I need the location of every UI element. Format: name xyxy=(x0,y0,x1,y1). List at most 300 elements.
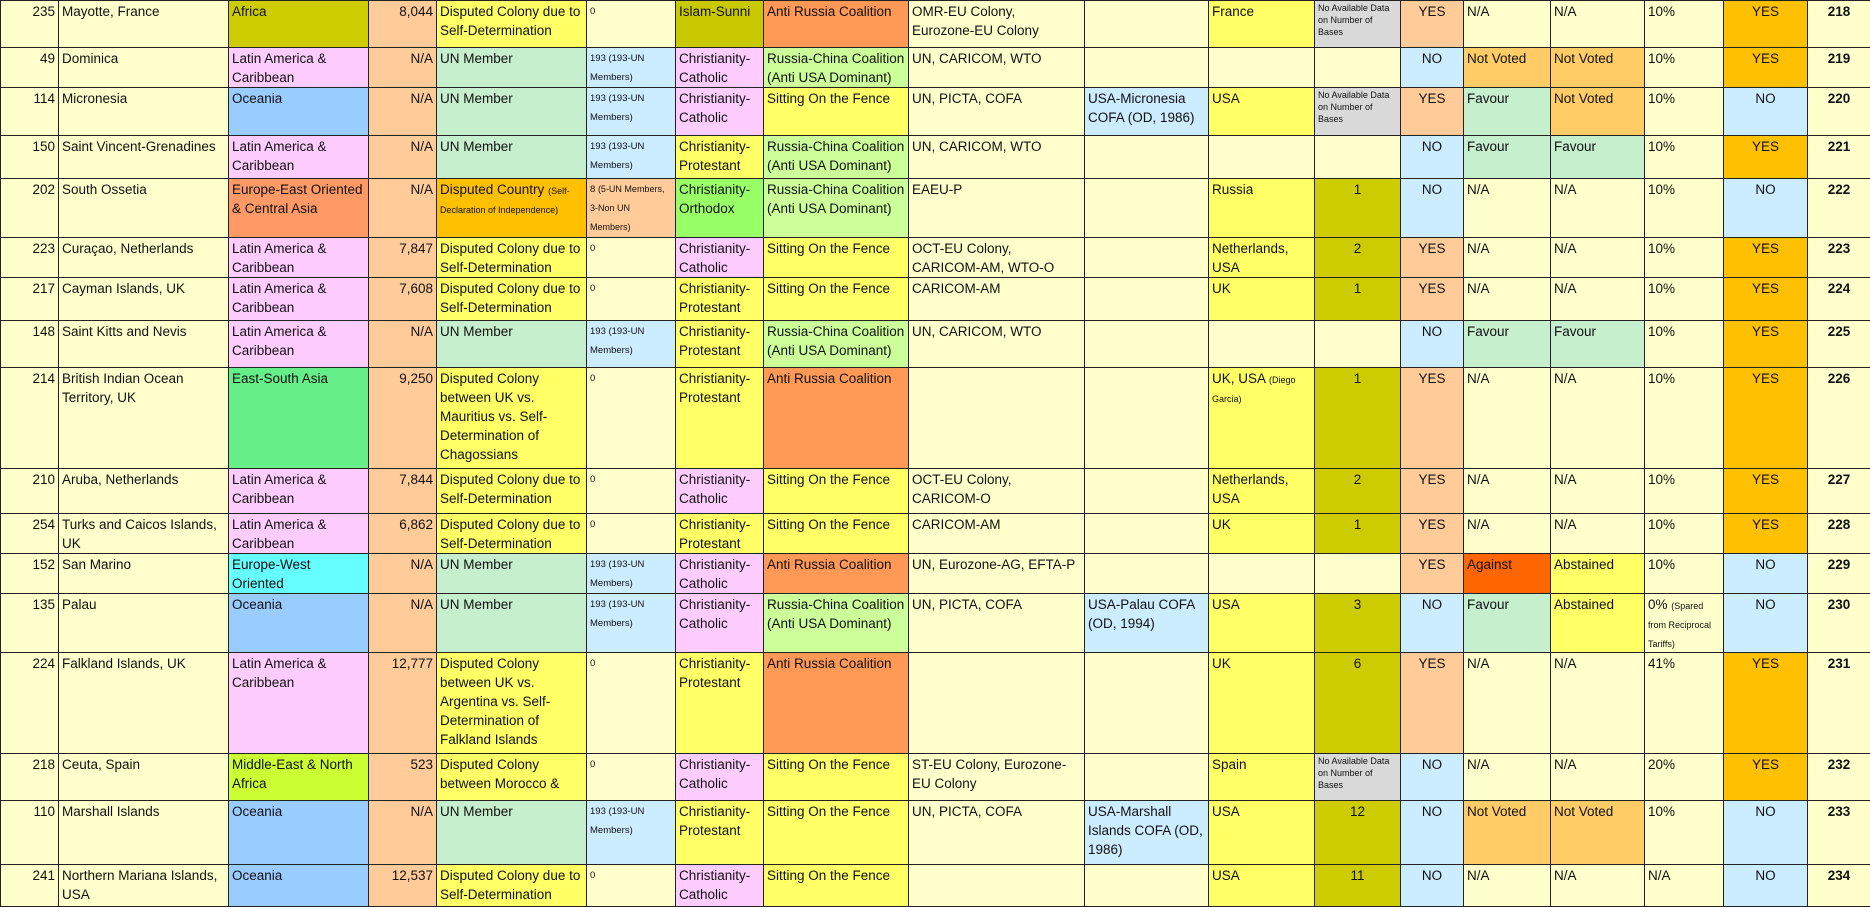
final-status-cell: YES xyxy=(1724,653,1808,754)
row-id-cell: 218 xyxy=(1,754,59,801)
row-id-cell: 150 xyxy=(1,136,59,179)
tariff-cell xyxy=(1645,368,1724,469)
region-cell: Latin America & Caribbean xyxy=(229,469,369,514)
rank-cell: 223 xyxy=(1808,238,1870,278)
coalition-cell: Sitting On the Fence xyxy=(764,278,909,321)
yes-no-cell: YES xyxy=(1401,469,1464,514)
host-country-cell xyxy=(1209,754,1315,801)
tariff-cell xyxy=(1645,754,1724,801)
religion-cell: Christianity-Protestant xyxy=(676,368,764,469)
population-cell: N/A xyxy=(369,48,437,88)
coalition-cell: Sitting On the Fence xyxy=(764,754,909,801)
tariff-text: 41% xyxy=(1648,656,1675,671)
tariff-text: 10% xyxy=(1648,371,1675,386)
status-cell xyxy=(437,865,587,907)
rank-cell: 224 xyxy=(1808,278,1870,321)
vote-2-cell: N/A xyxy=(1551,865,1645,907)
host-country-cell xyxy=(1209,1,1315,48)
usa-agreement-cell xyxy=(1085,48,1209,88)
recognition-count-text: 193 (193-UN Members) xyxy=(590,559,644,589)
religion-cell: Christianity-Catholic xyxy=(676,594,764,653)
usa-agreement-cell xyxy=(1085,754,1209,801)
organizations-cell: OMR-EU Colony, Eurozone-EU Colony xyxy=(909,1,1085,48)
population-cell: 7,608 xyxy=(369,278,437,321)
coalition-cell: Russia-China Coalition (Anti USA Dominant) xyxy=(764,136,909,179)
recognition-count-text: 193 (193-UN Members) xyxy=(590,93,644,123)
vote-2-cell: N/A xyxy=(1551,368,1645,469)
host-country-text: USA xyxy=(1212,91,1240,106)
tariff-text: 10% xyxy=(1648,91,1675,106)
vote-2-cell: N/A xyxy=(1551,278,1645,321)
vote-1-cell: N/A xyxy=(1464,514,1551,554)
yes-no-cell: NO xyxy=(1401,48,1464,88)
table-row xyxy=(1,136,1870,179)
usa-agreement-cell: USA-Marshall Islands COFA (OD, 1986) xyxy=(1085,801,1209,865)
population-cell: 12,537 xyxy=(369,865,437,907)
vote-1-cell: N/A xyxy=(1464,278,1551,321)
vote-1-cell: N/A xyxy=(1464,653,1551,754)
usa-agreement-cell xyxy=(1085,653,1209,754)
yes-no-cell: YES xyxy=(1401,368,1464,469)
cell-note: (5-UN Members, 3-Non UN Members) xyxy=(590,184,664,232)
vote-2-cell: Favour xyxy=(1551,136,1645,179)
recognition-count-cell xyxy=(587,136,676,179)
table-row xyxy=(1,1,1870,48)
row-id-cell: 49 xyxy=(1,48,59,88)
final-status-cell: YES xyxy=(1724,321,1808,368)
recognition-count-cell xyxy=(587,48,676,88)
status-cell xyxy=(437,594,587,653)
country-name-cell: South Ossetia xyxy=(59,179,229,238)
final-status-cell: YES xyxy=(1724,469,1808,514)
rank-cell: 220 xyxy=(1808,88,1870,136)
coalition-cell: Russia-China Coalition (Anti USA Dominant) xyxy=(764,321,909,368)
recognition-count-cell xyxy=(587,179,676,238)
status-cell xyxy=(437,179,587,238)
usa-agreement-cell xyxy=(1085,1,1209,48)
yes-no-cell: NO xyxy=(1401,594,1464,653)
country-name-cell: Micronesia xyxy=(59,88,229,136)
region-cell: Latin America & Caribbean xyxy=(229,136,369,179)
vote-1-cell: N/A xyxy=(1464,238,1551,278)
recognition-count-cell xyxy=(587,1,676,48)
host-country-cell xyxy=(1209,278,1315,321)
region-cell: East-South Asia xyxy=(229,368,369,469)
final-status-cell: NO xyxy=(1724,179,1808,238)
usa-agreement-cell xyxy=(1085,469,1209,514)
region-cell: Middle-East & North Africa xyxy=(229,754,369,801)
table-row xyxy=(1,801,1870,865)
recognition-count-cell xyxy=(587,88,676,136)
host-country-cell xyxy=(1209,801,1315,865)
host-country-cell xyxy=(1209,368,1315,469)
recognition-count-cell xyxy=(587,514,676,554)
usa-agreement-cell xyxy=(1085,238,1209,278)
host-country-cell xyxy=(1209,179,1315,238)
host-country-text: France xyxy=(1212,4,1254,19)
yes-no-cell: NO xyxy=(1401,179,1464,238)
vote-2-cell: Abstained xyxy=(1551,594,1645,653)
recognition-count-text: 0 xyxy=(590,283,595,294)
cell-note: (Diego Garcia) xyxy=(1212,375,1296,404)
row-id-cell: 202 xyxy=(1,179,59,238)
host-country-text: USA xyxy=(1212,804,1240,819)
recognition-count-cell xyxy=(587,278,676,321)
bases-cell xyxy=(1315,136,1401,179)
recognition-count-text: 193 (193-UN Members) xyxy=(590,141,644,171)
recognition-count-cell xyxy=(587,554,676,594)
rank-cell: 234 xyxy=(1808,865,1870,907)
population-cell: 7,847 xyxy=(369,238,437,278)
tariff-cell xyxy=(1645,321,1724,368)
recognition-count-text: 0 xyxy=(590,243,595,254)
final-status-cell: YES xyxy=(1724,238,1808,278)
region-cell: Latin America & Caribbean xyxy=(229,238,369,278)
status-cell xyxy=(437,278,587,321)
region-cell: Europe-East Oriented & Central Asia xyxy=(229,179,369,238)
country-name-cell: Falkland Islands, UK xyxy=(59,653,229,754)
religion-cell: Islam-Sunni xyxy=(676,1,764,48)
recognition-count-cell xyxy=(587,865,676,907)
organizations-cell: UN, CARICOM, WTO xyxy=(909,48,1085,88)
bases-cell: 12 xyxy=(1315,801,1401,865)
population-cell: N/A xyxy=(369,594,437,653)
bases-cell: 1 xyxy=(1315,179,1401,238)
yes-no-cell: NO xyxy=(1401,754,1464,801)
vote-1-cell: N/A xyxy=(1464,1,1551,48)
table-row xyxy=(1,278,1870,321)
rank-cell: 230 xyxy=(1808,594,1870,653)
coalition-cell: Russia-China Coalition (Anti USA Dominant) xyxy=(764,594,909,653)
region-cell: Latin America & Caribbean xyxy=(229,514,369,554)
tariff-cell xyxy=(1645,238,1724,278)
recognition-count-text: 0 xyxy=(590,474,595,485)
yes-no-cell: NO xyxy=(1401,321,1464,368)
country-name-cell: Marshall Islands xyxy=(59,801,229,865)
tariff-text: 10% xyxy=(1648,517,1675,532)
host-country-text: Russia xyxy=(1212,182,1253,197)
tariff-text: 10% xyxy=(1648,51,1675,66)
row-id-cell: 152 xyxy=(1,554,59,594)
recognition-count-text: 0 xyxy=(590,870,595,881)
final-status-cell: YES xyxy=(1724,754,1808,801)
country-name-cell: Saint Vincent-Grenadines xyxy=(59,136,229,179)
population-cell: 12,777 xyxy=(369,653,437,754)
status-cell xyxy=(437,368,587,469)
vote-1-cell: N/A xyxy=(1464,368,1551,469)
region-cell: Oceania xyxy=(229,594,369,653)
vote-1-cell: Not Voted xyxy=(1464,801,1551,865)
bases-cell: 3 xyxy=(1315,594,1401,653)
population-cell: N/A xyxy=(369,88,437,136)
organizations-cell: UN, CARICOM, WTO xyxy=(909,321,1085,368)
yes-no-cell: YES xyxy=(1401,278,1464,321)
status-cell xyxy=(437,88,587,136)
status-text: Disputed Colony between UK vs. Argentina vs. Self-Determination of Falkland Islands xyxy=(440,656,550,747)
bases-cell: 6 xyxy=(1315,653,1401,754)
vote-2-cell: Not Voted xyxy=(1551,88,1645,136)
table-row xyxy=(1,754,1870,801)
row-id-cell: 135 xyxy=(1,594,59,653)
coalition-cell: Sitting On the Fence xyxy=(764,238,909,278)
host-country-text: Spain xyxy=(1212,757,1247,772)
tariff-text: 0% xyxy=(1648,597,1668,612)
row-id-cell: 210 xyxy=(1,469,59,514)
bases-cell: 1 xyxy=(1315,278,1401,321)
religion-cell: Christianity-Catholic xyxy=(676,238,764,278)
vote-1-cell: N/A xyxy=(1464,754,1551,801)
tariff-text: 10% xyxy=(1648,557,1675,572)
status-text: UN Member xyxy=(440,91,513,106)
final-status-cell: YES xyxy=(1724,278,1808,321)
organizations-cell xyxy=(909,865,1085,907)
table-row xyxy=(1,865,1870,907)
tariff-text: 10% xyxy=(1648,281,1675,296)
table-row xyxy=(1,88,1870,136)
recognition-count-cell xyxy=(587,321,676,368)
religion-cell: Christianity-Protestant xyxy=(676,321,764,368)
population-cell: 8,044 xyxy=(369,1,437,48)
yes-no-cell: YES xyxy=(1401,514,1464,554)
yes-no-cell: NO xyxy=(1401,801,1464,865)
country-name-cell: Turks and Caicos Islands, UK xyxy=(59,514,229,554)
host-country-text: USA xyxy=(1212,868,1240,883)
vote-2-cell: Abstained xyxy=(1551,554,1645,594)
religion-cell: Christianity-Protestant xyxy=(676,653,764,754)
final-status-cell: NO xyxy=(1724,88,1808,136)
status-text: Disputed Colony between UK vs. Mauritius vs. Self-Determination of Chagossians xyxy=(440,371,547,462)
status-cell xyxy=(437,801,587,865)
vote-2-cell: N/A xyxy=(1551,238,1645,278)
status-cell xyxy=(437,469,587,514)
bases-cell: No Available Data on Number of Bases xyxy=(1315,88,1401,136)
vote-1-cell: Favour xyxy=(1464,88,1551,136)
recognition-count-text: 193 (193-UN Members) xyxy=(590,53,644,83)
religion-cell: Christianity-Catholic xyxy=(676,88,764,136)
host-country-cell xyxy=(1209,238,1315,278)
country-name-cell: Cayman Islands, UK xyxy=(59,278,229,321)
population-cell: 523 xyxy=(369,754,437,801)
table-row xyxy=(1,368,1870,469)
yes-no-cell: YES xyxy=(1401,653,1464,754)
bases-cell xyxy=(1315,554,1401,594)
bases-cell xyxy=(1315,48,1401,88)
yes-no-cell: YES xyxy=(1401,238,1464,278)
final-status-cell: YES xyxy=(1724,48,1808,88)
status-cell xyxy=(437,653,587,754)
tariff-text: 10% xyxy=(1648,139,1675,154)
population-cell: N/A xyxy=(369,179,437,238)
status-text: UN Member xyxy=(440,51,513,66)
religion-cell: Christianity-Protestant xyxy=(676,136,764,179)
status-text: Disputed Colony due to Self-Determination xyxy=(440,281,580,315)
coalition-cell: Sitting On the Fence xyxy=(764,801,909,865)
country-name-cell: Palau xyxy=(59,594,229,653)
host-country-cell xyxy=(1209,554,1315,594)
usa-agreement-cell xyxy=(1085,179,1209,238)
table-row xyxy=(1,594,1870,653)
status-text: Disputed Colony due to Self-Determination xyxy=(440,517,580,551)
tariff-cell xyxy=(1645,653,1724,754)
religion-cell: Christianity-Catholic xyxy=(676,754,764,801)
vote-2-cell: Favour xyxy=(1551,321,1645,368)
final-status-cell: YES xyxy=(1724,136,1808,179)
host-country-cell xyxy=(1209,321,1315,368)
region-cell: Oceania xyxy=(229,88,369,136)
row-id-cell: 214 xyxy=(1,368,59,469)
row-id-cell: 224 xyxy=(1,653,59,754)
coalition-cell: Anti Russia Coalition xyxy=(764,554,909,594)
usa-agreement-cell xyxy=(1085,368,1209,469)
status-text: UN Member xyxy=(440,139,513,154)
table-row xyxy=(1,238,1870,278)
host-country-cell xyxy=(1209,48,1315,88)
region-cell: Latin America & Caribbean xyxy=(229,278,369,321)
bases-cell xyxy=(1315,321,1401,368)
country-name-cell: Curaçao, Netherlands xyxy=(59,238,229,278)
coalition-cell: Russia-China Coalition (Anti USA Dominant) xyxy=(764,48,909,88)
status-cell xyxy=(437,1,587,48)
country-name-cell: San Marino xyxy=(59,554,229,594)
rank-cell: 221 xyxy=(1808,136,1870,179)
table-row xyxy=(1,653,1870,754)
coalition-cell: Anti Russia Coalition xyxy=(764,1,909,48)
status-cell xyxy=(437,136,587,179)
host-country-cell xyxy=(1209,469,1315,514)
religion-cell: Christianity-Protestant xyxy=(676,801,764,865)
final-status-cell: YES xyxy=(1724,514,1808,554)
rank-cell: 233 xyxy=(1808,801,1870,865)
table-row xyxy=(1,179,1870,238)
organizations-cell: CARICOM-AM xyxy=(909,278,1085,321)
row-id-cell: 241 xyxy=(1,865,59,907)
host-country-text: Netherlands, USA xyxy=(1212,472,1289,506)
tariff-text: 10% xyxy=(1648,804,1675,819)
status-text: UN Member xyxy=(440,804,513,819)
recognition-count-cell xyxy=(587,469,676,514)
recognition-count-text: 0 xyxy=(590,6,595,17)
tariff-cell xyxy=(1645,179,1724,238)
final-status-cell: NO xyxy=(1724,594,1808,653)
status-text: Disputed Colony due to Self-Determination xyxy=(440,241,580,275)
row-id-cell: 235 xyxy=(1,1,59,48)
usa-agreement-cell xyxy=(1085,136,1209,179)
yes-no-cell: NO xyxy=(1401,865,1464,907)
religion-cell: Christianity-Orthodox xyxy=(676,179,764,238)
tariff-cell xyxy=(1645,136,1724,179)
region-cell: Europe-West Oriented xyxy=(229,554,369,594)
status-cell xyxy=(437,514,587,554)
status-text: Disputed Colony due to Self-Determination xyxy=(440,4,580,38)
final-status-cell: NO xyxy=(1724,865,1808,907)
region-cell: Latin America & Caribbean xyxy=(229,48,369,88)
vote-1-cell: N/A xyxy=(1464,469,1551,514)
final-status-cell: YES xyxy=(1724,1,1808,48)
organizations-cell: CARICOM-AM xyxy=(909,514,1085,554)
yes-no-cell: YES xyxy=(1401,554,1464,594)
row-id-cell: 110 xyxy=(1,801,59,865)
status-text: Disputed Colony due to Self-Determination xyxy=(440,472,580,506)
status-text: UN Member xyxy=(440,557,513,572)
coalition-cell: Sitting On the Fence xyxy=(764,514,909,554)
organizations-cell xyxy=(909,653,1085,754)
host-country-text: UK xyxy=(1212,656,1231,671)
status-text: Disputed Country xyxy=(440,182,544,197)
country-name-cell: Aruba, Netherlands xyxy=(59,469,229,514)
row-id-cell: 148 xyxy=(1,321,59,368)
recognition-count-text: 193 (193-UN Members) xyxy=(590,599,644,629)
status-text: UN Member xyxy=(440,597,513,612)
recognition-count-text: 0 xyxy=(590,373,595,384)
recognition-count-cell xyxy=(587,653,676,754)
tariff-cell xyxy=(1645,801,1724,865)
rank-cell: 219 xyxy=(1808,48,1870,88)
usa-agreement-cell xyxy=(1085,321,1209,368)
country-name-cell: Saint Kitts and Nevis xyxy=(59,321,229,368)
recognition-count-cell xyxy=(587,754,676,801)
usa-agreement-cell xyxy=(1085,278,1209,321)
country-name-cell: Ceuta, Spain xyxy=(59,754,229,801)
recognition-count-cell xyxy=(587,801,676,865)
coalition-cell: Sitting On the Fence xyxy=(764,865,909,907)
bases-cell: 2 xyxy=(1315,238,1401,278)
vote-1-cell: Against xyxy=(1464,554,1551,594)
religion-cell: Christianity-Catholic xyxy=(676,48,764,88)
host-country-cell xyxy=(1209,514,1315,554)
coalition-cell: Anti Russia Coalition xyxy=(764,653,909,754)
organizations-cell: UN, PICTA, COFA xyxy=(909,801,1085,865)
country-name-cell: British Indian Ocean Territory, UK xyxy=(59,368,229,469)
recognition-count-text: 193 (193-UN Members) xyxy=(590,326,644,356)
yes-no-cell: YES xyxy=(1401,1,1464,48)
organizations-cell: UN, PICTA, COFA xyxy=(909,594,1085,653)
organizations-cell: UN, PICTA, COFA xyxy=(909,88,1085,136)
organizations-cell xyxy=(909,368,1085,469)
organizations-cell: ST-EU Colony, Eurozone-EU Colony xyxy=(909,754,1085,801)
table-row xyxy=(1,514,1870,554)
status-cell xyxy=(437,321,587,368)
tariff-cell xyxy=(1645,48,1724,88)
host-country-text: Netherlands, USA xyxy=(1212,241,1289,275)
vote-1-cell: Favour xyxy=(1464,594,1551,653)
tariff-cell xyxy=(1645,554,1724,594)
religion-cell: Christianity-Protestant xyxy=(676,278,764,321)
vote-1-cell: N/A xyxy=(1464,179,1551,238)
tariff-text: 10% xyxy=(1648,4,1675,19)
host-country-text: UK xyxy=(1212,281,1231,296)
region-cell: Latin America & Caribbean xyxy=(229,653,369,754)
final-status-cell: NO xyxy=(1724,801,1808,865)
coalition-cell: Anti Russia Coalition xyxy=(764,368,909,469)
tariff-text: N/A xyxy=(1648,868,1671,883)
usa-agreement-cell xyxy=(1085,865,1209,907)
coalition-cell: Sitting On the Fence xyxy=(764,469,909,514)
region-cell: Oceania xyxy=(229,801,369,865)
yes-no-cell: NO xyxy=(1401,136,1464,179)
religion-cell: Christianity-Catholic xyxy=(676,554,764,594)
host-country-cell xyxy=(1209,865,1315,907)
table-row xyxy=(1,321,1870,368)
host-country-cell xyxy=(1209,88,1315,136)
status-cell xyxy=(437,554,587,594)
table-body xyxy=(1,1,1870,907)
rank-cell: 228 xyxy=(1808,514,1870,554)
recognition-count-text: 0 xyxy=(590,759,595,770)
organizations-cell: OCT-EU Colony, CARICOM-AM, WTO-O xyxy=(909,238,1085,278)
final-status-cell: NO xyxy=(1724,554,1808,594)
status-text: UN Member xyxy=(440,324,513,339)
vote-1-cell: Favour xyxy=(1464,136,1551,179)
